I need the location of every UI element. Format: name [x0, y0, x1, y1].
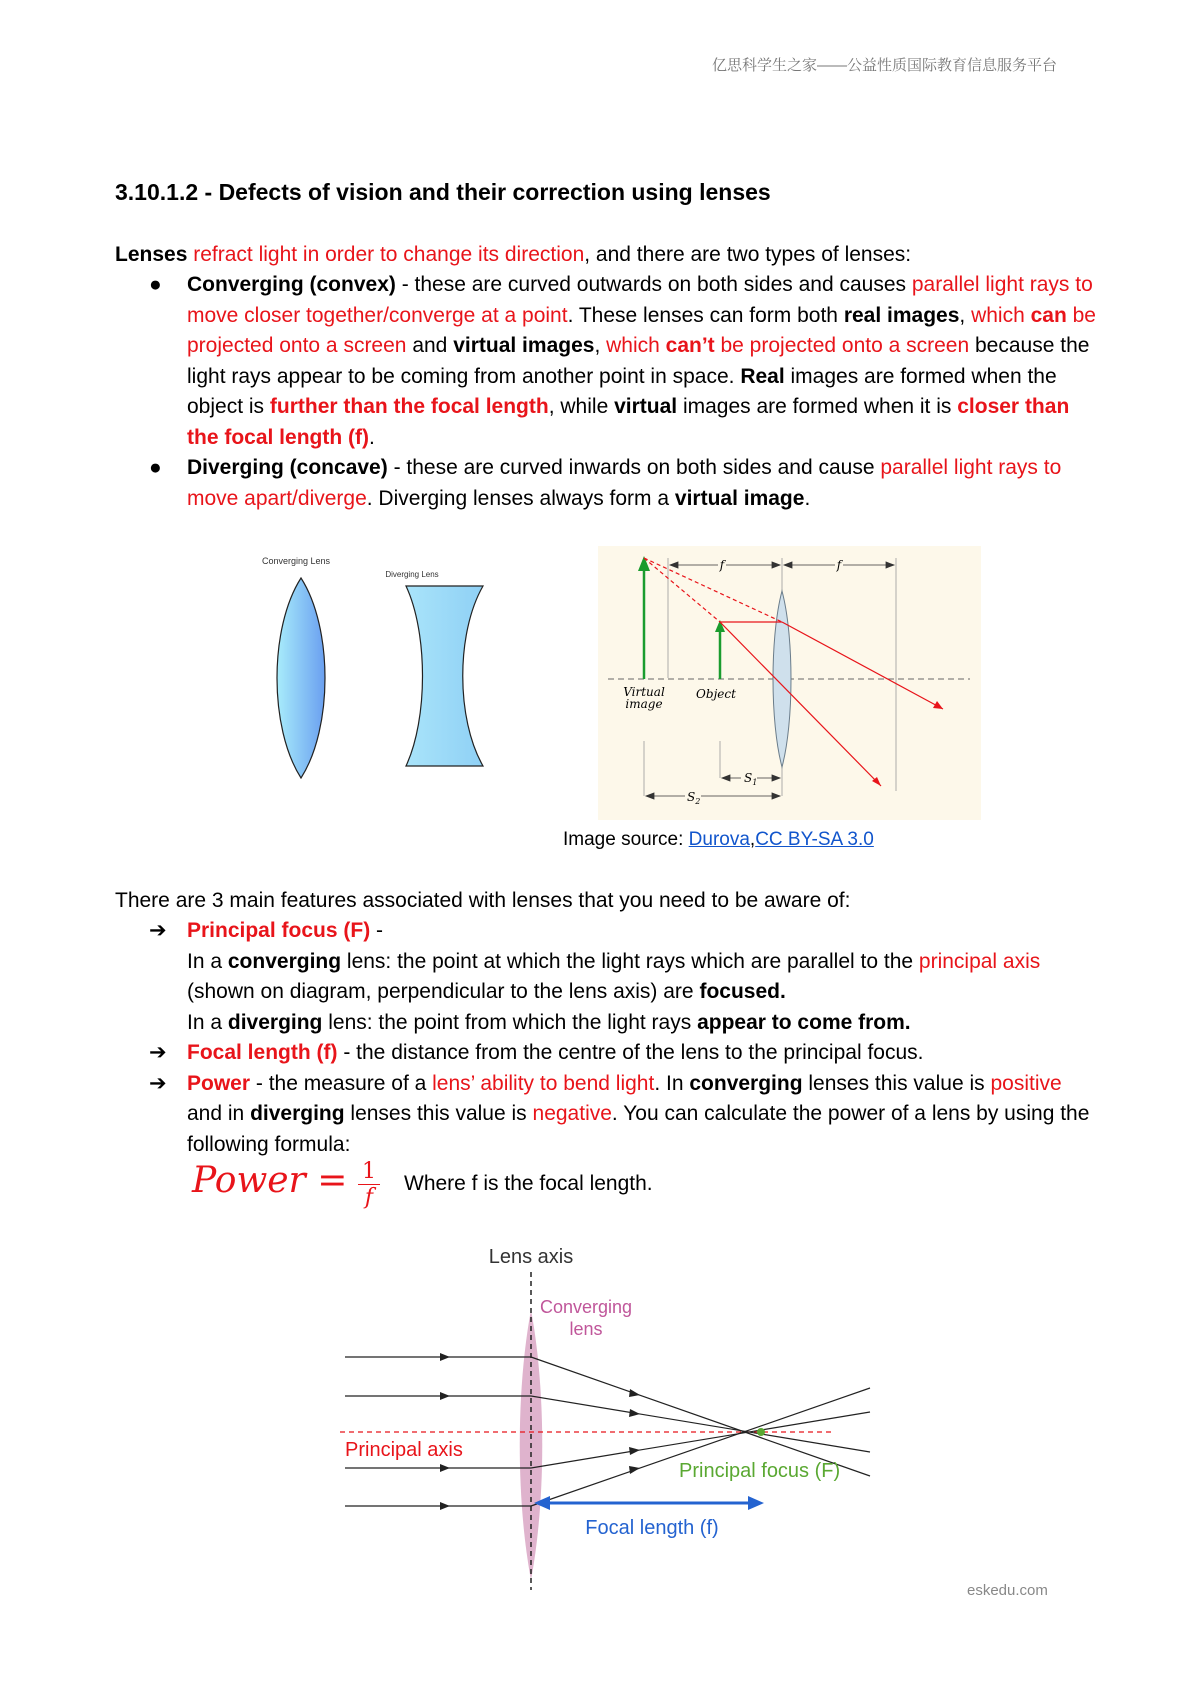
virtual-image-label: Virtual — [623, 685, 665, 699]
term-converging: converging — [689, 1071, 803, 1095]
features-list — [115, 916, 1100, 1160]
virtual-image-label-2: image — [625, 697, 663, 711]
term-focused: focused. — [699, 980, 786, 1003]
term-converging: converging — [227, 949, 342, 973]
highlight: parallel light rays to move closer together/converge at a point — [187, 273, 1093, 327]
text: . In — [654, 1071, 690, 1095]
focal-length-label: Focal length (f) — [585, 1517, 719, 1539]
focal-length-label-1: f — [719, 558, 725, 572]
highlight: negative — [532, 1102, 612, 1125]
term-real: Real — [740, 364, 785, 388]
term-real-images: real images — [843, 303, 960, 327]
term-virtual: virtual — [614, 395, 678, 418]
formula-note: Where f is the focal length. — [404, 1172, 653, 1195]
term-converging: Converging (convex) — [187, 273, 396, 296]
term-diverging: diverging — [250, 1102, 345, 1125]
principal-focus-label: Principal focus (F) — [679, 1460, 841, 1482]
principal-axis-label: Principal axis — [345, 1439, 463, 1461]
text: - these are curved outwards on both sides and causes — [395, 273, 912, 296]
object-label: Object — [696, 687, 736, 701]
bullet-icon: ● — [149, 273, 162, 296]
intro-paragraph — [115, 240, 1095, 271]
list-item-focal-length — [115, 1038, 1100, 1069]
image-caption — [563, 829, 874, 851]
bullet-icon: ● — [149, 456, 162, 479]
text: lens: the point at which the light rays which are parallel to the — [341, 949, 919, 973]
converging-lens-shape — [277, 578, 325, 778]
text: lenses this value is — [344, 1102, 533, 1125]
text: images are formed when the object is — [187, 364, 1057, 418]
text: because the light rays appear to be coming from another point in space. — [187, 334, 1090, 388]
fraction-denominator: f — [364, 1185, 374, 1210]
arrow-bullet-icon: ➔ — [149, 1071, 167, 1095]
power-formula: Power = — [192, 1160, 348, 1201]
text: , while — [548, 395, 615, 418]
term-diverging: diverging — [227, 1010, 323, 1034]
fraction-numerator: 1 — [362, 1159, 376, 1184]
arrow-bullet-icon: ➔ — [149, 919, 167, 942]
lens-axis-label: Lens axis — [488, 1246, 574, 1268]
highlight-bold: further than the focal length — [269, 395, 549, 418]
highlight-bold: can’t — [665, 334, 715, 357]
focal-length-label-2: f — [836, 558, 842, 572]
caption-prefix: Image source: — [563, 829, 689, 850]
highlight: lens’ ability to bend light — [432, 1071, 655, 1095]
arrow-bullet-icon: ➔ — [149, 1041, 167, 1064]
term-diverging: Diverging (concave) — [187, 456, 388, 479]
text: - — [370, 919, 384, 942]
text: lens: the point from which the light rays — [322, 1010, 698, 1034]
highlight-bold: closer than the focal length (f) — [187, 395, 1070, 449]
term-appear: appear to come from. — [697, 1010, 911, 1034]
page-footer: eskedu.com — [967, 1582, 1048, 1599]
principal-focus-point — [757, 1428, 765, 1436]
highlight: be projected onto a screen — [187, 303, 1096, 357]
list-item-principal-focus — [115, 916, 1100, 1038]
text: In a — [187, 1010, 228, 1034]
term-virtual-images: virtual images — [453, 334, 595, 357]
durova-link[interactable]: Durova — [688, 829, 750, 850]
s2-label: $S_2$ — [687, 790, 701, 806]
highlight: which — [971, 303, 1031, 327]
text: . — [369, 425, 375, 449]
principal-focus-diagram — [340, 1240, 885, 1590]
lens-types-list — [115, 270, 1100, 514]
text: . — [804, 486, 811, 510]
list-item-power — [115, 1069, 1100, 1161]
license-link[interactable]: CC BY-SA 3.0 — [755, 829, 874, 850]
diverging-lens-label: Diverging Lens — [385, 570, 439, 579]
list-item-diverging — [115, 453, 1100, 514]
text: (shown on diagram, perpendicular to the lens axis) are — [187, 980, 700, 1003]
text: - the distance from the centre of the lens to the principal focus. — [337, 1041, 924, 1064]
highlight: parallel light rays to move apart/diverge — [187, 456, 1062, 510]
text: images are formed when it is — [677, 395, 958, 418]
list-item-converging — [115, 270, 1100, 453]
text: , — [959, 303, 972, 327]
diverging-lens-shape — [406, 586, 483, 766]
text: - these are curved inwards on both sides and cause — [387, 456, 881, 479]
highlight: principal axis — [918, 949, 1041, 973]
text: . You can calculate the power of a lens by using the following formula: — [187, 1102, 1090, 1156]
text: , and there are two types of lenses: — [584, 243, 912, 266]
virtual-image-diagram — [598, 546, 981, 820]
text: . These lenses can form both — [567, 303, 844, 327]
text: and in — [187, 1102, 251, 1125]
text: lenses this value is — [802, 1071, 991, 1095]
text: and — [406, 334, 454, 357]
highlight: which — [606, 334, 666, 357]
term-principal-focus: Principal focus (F) — [187, 919, 371, 942]
term-focal-length: Focal length (f) — [187, 1041, 338, 1064]
term-virtual-image: virtual image — [674, 486, 805, 510]
highlight: positive — [990, 1071, 1062, 1095]
text: In a — [187, 949, 228, 973]
features-intro: There are 3 main features associated with lenses that you need to be aware of: — [115, 889, 851, 912]
text: . Diverging lenses always form a — [366, 486, 675, 510]
text: - the measure of a — [250, 1071, 433, 1095]
converging-lens-label: Converging — [539, 1297, 633, 1317]
highlight: be projected onto a screen — [714, 334, 970, 357]
text: , — [594, 334, 607, 357]
formula-fraction — [358, 1160, 380, 1211]
converging-lens-label: Converging Lens — [262, 556, 331, 566]
page-title: 3.10.1.2 - Defects of vision and their correction using lenses — [115, 179, 771, 205]
term-power: Power — [187, 1071, 251, 1095]
converging-lens-label-2: lens — [569, 1319, 603, 1339]
caption-separator: , — [749, 829, 756, 850]
s1-label: $S_1$ — [744, 771, 758, 787]
term-lenses: Lenses — [115, 243, 188, 266]
highlight: refract light in order to change its direction — [193, 243, 585, 266]
lens-shapes-figure — [256, 553, 486, 785]
highlight-bold: can — [1030, 303, 1067, 327]
page-header: 亿思科学生之家——公益性质国际教育信息服务平台 — [711, 57, 1057, 74]
